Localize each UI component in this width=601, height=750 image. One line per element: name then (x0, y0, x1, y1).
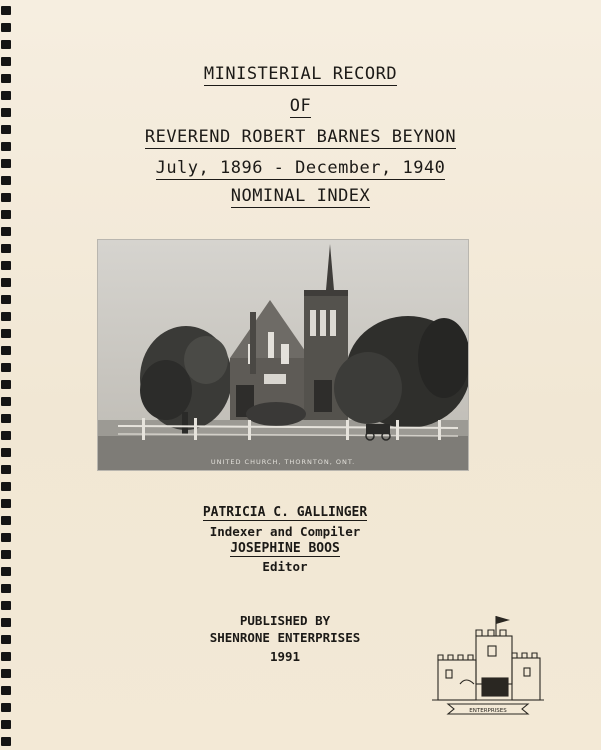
title-line-date-range: July, 1896 - December, 1940 (155, 158, 446, 178)
editor-role: Editor (262, 559, 308, 574)
published-by-label: PUBLISHED BY (239, 613, 331, 628)
title-line-nominal-index: NOMINAL INDEX (230, 186, 371, 206)
title-line-ministerial-record: MINISTERIAL RECORD (203, 64, 398, 84)
indexer-role: Indexer and Compiler (209, 524, 361, 539)
logo-banner-text: ENTERPRISES (469, 708, 507, 714)
title-line-of: OF (289, 96, 312, 116)
editor-name: JOSEPHINE BOOS (230, 541, 340, 556)
title-line-reverend-name: REVEREND ROBERT BARNES BEYNON (144, 127, 457, 147)
publisher-name: SHENRONE ENTERPRISES (209, 630, 361, 645)
church-photograph (98, 240, 468, 470)
indexer-name: PATRICIA C. GALLINGER (202, 505, 368, 520)
publisher-castle-logo (430, 614, 546, 720)
publication-year: 1991 (269, 649, 301, 664)
photo-caption: UNITED CHURCH, THORNTON, ONT. (210, 458, 356, 466)
